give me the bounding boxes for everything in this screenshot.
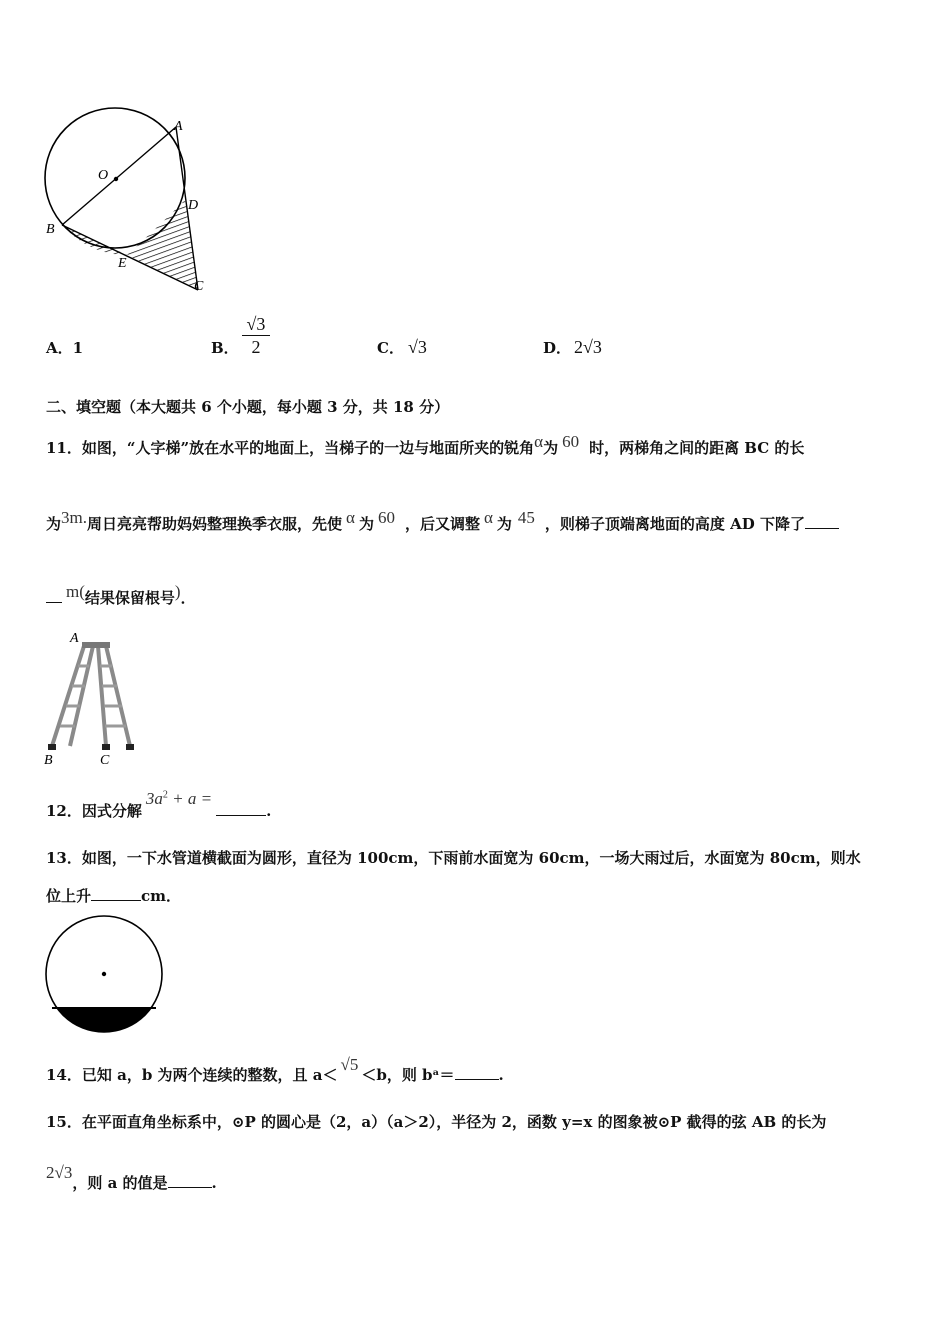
q11-answer-blank-2[interactable] (46, 588, 62, 603)
q13-answer-blank[interactable] (91, 886, 141, 901)
option-b-numerator: √3 (242, 313, 270, 336)
q11-wei-1: 为 (543, 439, 559, 457)
option-c-value: √3 (408, 337, 427, 357)
q11-text-6: ，后又调整 (404, 515, 480, 533)
label-b: B (46, 222, 55, 237)
q12-answer-blank[interactable] (216, 801, 266, 816)
q11-alpha-1: α (534, 432, 544, 451)
section-2-title: 二、填空题（本大题共 6 个小题，每小题 3 分，共 18 分） (46, 398, 450, 416)
option-a (46, 337, 83, 358)
q14-end: . (498, 1066, 504, 1084)
q11-deg60-1: 60 (562, 432, 580, 451)
q11-text-8: ，则梯子顶端离地面的高度 AD 下降了 (544, 515, 805, 533)
q13-line2 (46, 885, 181, 906)
q12-text: 12．因式分解 (46, 802, 142, 820)
option-b-denominator: 2 (251, 337, 261, 357)
q14 (46, 1055, 504, 1085)
q13-line1: 13．如图，一下水管道横截面为圆形，直径为 100cm，下雨前水面宽为 60cm，一场大雨过后，水面宽为 80cm，则水 (46, 849, 861, 867)
q12-end: . (266, 802, 272, 820)
q11-text-7: 为 (496, 515, 512, 533)
ladder-label-c: C (100, 753, 110, 768)
option-b (211, 337, 239, 358)
q14-text: 14．已知 a，b 为两个连续的整数，且 a＜ (46, 1066, 338, 1084)
option-d-label: D． (543, 339, 572, 357)
circle-tangent-figure (40, 105, 220, 300)
q11-deg45: 45 (517, 508, 535, 527)
option-b-fraction (242, 313, 270, 358)
q12 (46, 789, 272, 821)
q11-text-5: 为 (358, 515, 374, 533)
option-b-label: B． (211, 339, 239, 357)
pipe-figure (40, 912, 170, 1037)
label-a: A (174, 119, 183, 134)
q11-unit: m( (66, 582, 85, 601)
q15-value: 2√3 (46, 1163, 73, 1182)
label-e: E (118, 256, 127, 271)
q11-text-1: 11．如图，“人字梯”放在水平的地面上，当梯子的一边与地面所夹的锐角 (46, 439, 535, 457)
q11-text-4: 周日亮亮帮助妈妈整理换季衣服，先使 (87, 515, 343, 533)
q11-end: ． (180, 589, 196, 607)
ladder-label-a: A (70, 631, 79, 646)
option-c-label: C． (377, 339, 404, 357)
q15-answer-blank[interactable] (168, 1173, 212, 1188)
q11-text-9: 结果保留根号 (84, 589, 175, 607)
q15-text: ，则 a 的值是 (72, 1174, 168, 1192)
q11-line3 (46, 582, 196, 608)
q14-sqrt5: √5 (340, 1055, 359, 1074)
q14-answer-blank[interactable] (455, 1065, 499, 1080)
option-d (543, 337, 571, 358)
q11-distance: 3m. (61, 508, 87, 527)
q13-text-a: 位上升 (46, 887, 92, 905)
q14-mid: ＜b，则 bᵃ＝ (361, 1066, 455, 1084)
label-c: C (194, 279, 204, 294)
q15-end: . (211, 1174, 217, 1192)
q15-line2 (46, 1163, 217, 1193)
line-ab (62, 127, 176, 225)
option-a-label: A． (46, 339, 73, 357)
option-c (377, 337, 404, 358)
q11-text-2: 时，两梯角之间的距离 BC 的长 (589, 439, 805, 457)
q13-text-b: cm． (141, 887, 182, 905)
center-dot (114, 177, 118, 181)
q11-line2 (46, 508, 839, 534)
q11-text-3: 为 (46, 515, 62, 533)
q15-line1: 15．在平面直角坐标系中，⊙P 的圆心是（2，a）（a＞2），半径为 2，函数 y=x 的图象被⊙P 截得的弦 AB 的长为 (46, 1113, 827, 1131)
q12-expr-a: 3a (145, 789, 163, 808)
q11-line1 (46, 432, 804, 458)
q12-expr-b: + a = (172, 789, 213, 808)
ladder-figure (40, 628, 150, 768)
q12-expr-sq: 2 (162, 789, 168, 801)
label-o: O (98, 168, 109, 183)
q11-answer-blank-1[interactable] (805, 514, 839, 529)
option-d-value: 2√3 (574, 337, 602, 357)
q11-alpha-2: α (346, 508, 355, 527)
q11-deg60-2: 60 (377, 508, 395, 527)
option-a-value: 1 (72, 339, 84, 357)
q11-alpha-3: α (483, 508, 493, 527)
pipe-center-dot (102, 972, 106, 976)
ladder-label-b: B (44, 753, 53, 768)
label-d: D (188, 198, 199, 213)
q11-close-paren: ) (174, 582, 181, 601)
